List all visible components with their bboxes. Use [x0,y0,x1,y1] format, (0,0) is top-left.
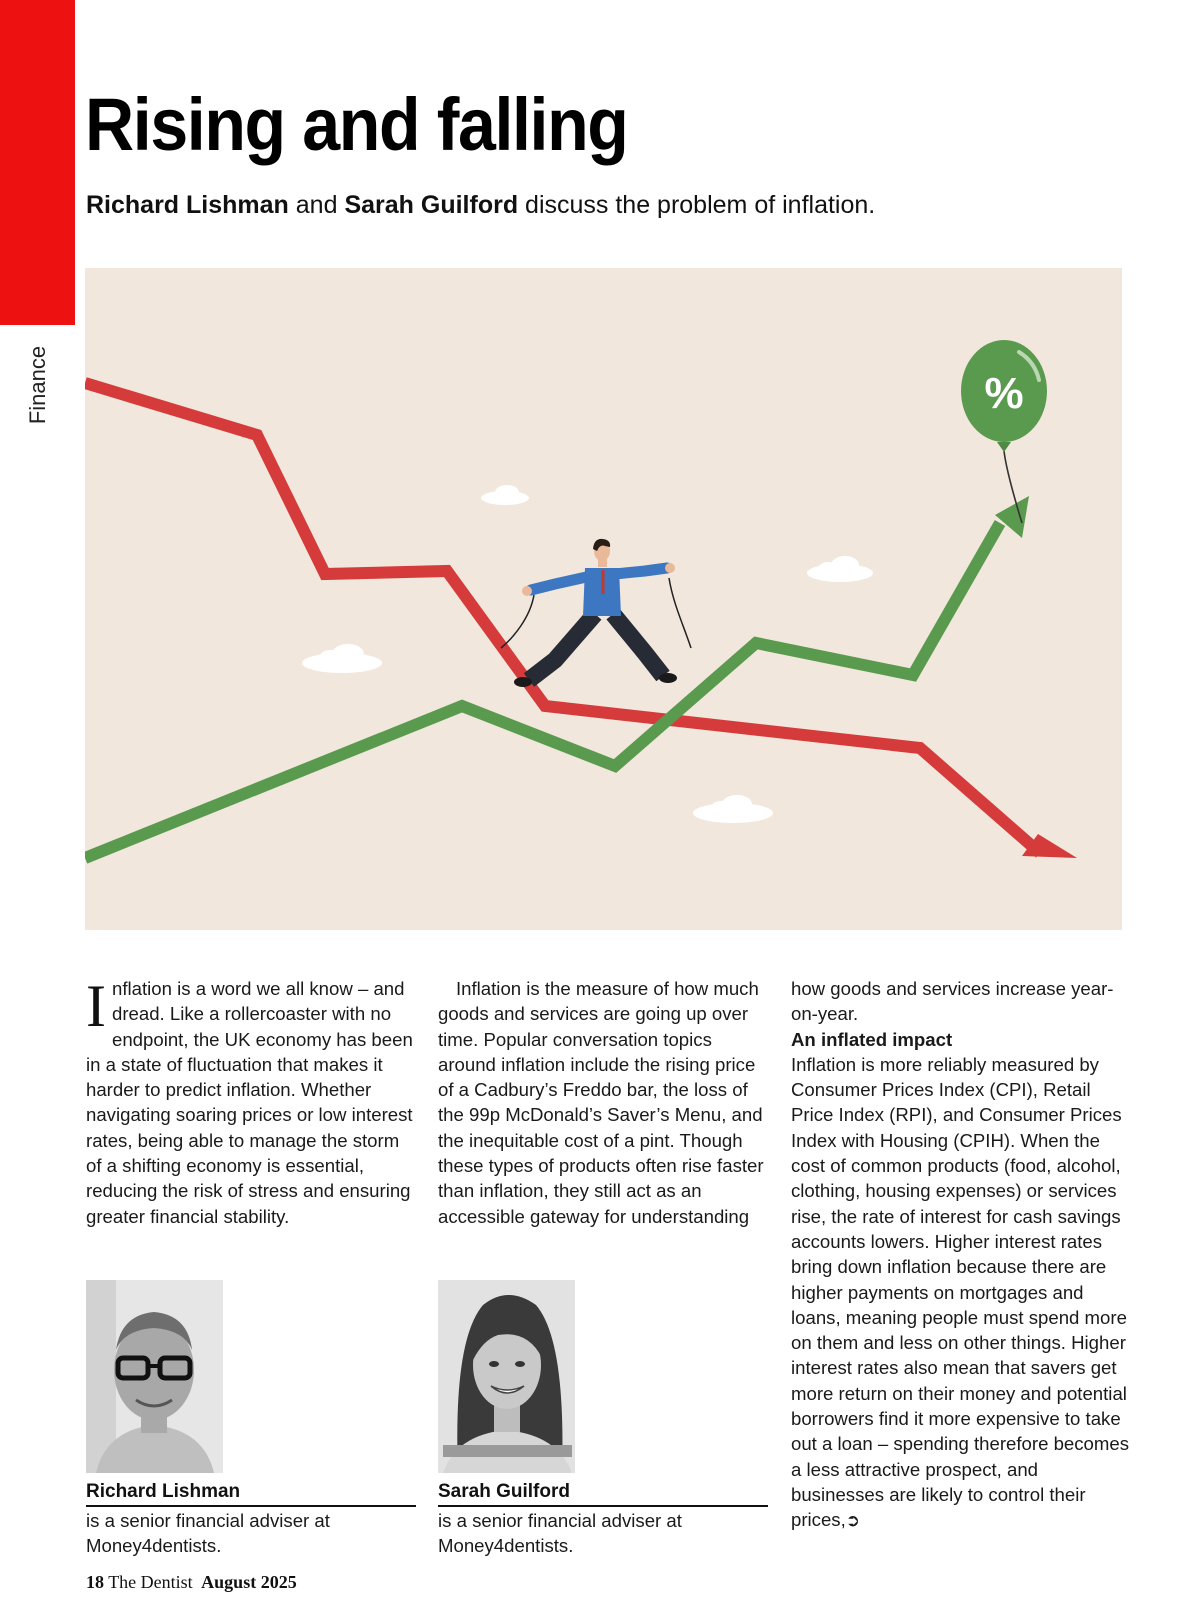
intro-paragraph [86,973,416,1229]
businessman-figure [501,539,691,687]
standfirst [86,191,875,220]
cloud-icon [302,644,382,673]
page-number: 18 [86,1572,104,1592]
section-label: Finance [25,345,50,425]
section-color-bar [0,0,75,325]
author-bio-1 [86,1280,416,1558]
headline: Rising and falling [85,83,628,166]
page-footer [86,1572,297,1593]
falling-trend-line [85,383,1040,853]
publication-name: The Dentist [108,1572,193,1592]
issue-date: August 2025 [201,1572,297,1592]
body-column-2 [438,976,768,1229]
inflation-illustration [85,268,1122,930]
intro-text: nflation is a word we all know – and dread. Like a rollercoaster with no endpoint, the UK economy has been in a state of fluctuation that makes it harder to predict inflation. Whether navigating soaring prices or low interest rates, being able to manage the storm of a shifting economy is essential, reducing the risk of stress and ensuring greater financial stability. [86,978,413,1227]
author-photo [86,1280,223,1473]
dropcap: I [86,973,106,1039]
standfirst-author-1: Richard Lishman [86,191,289,219]
standfirst-and: and [295,191,338,219]
standfirst-rest: discuss the problem of inflation. [525,191,876,219]
author-name: Richard Lishman [86,1481,416,1507]
body-column-3 [791,976,1131,1534]
standfirst-author-2: Sarah Guilford [344,191,519,219]
svg-text:%: % [984,369,1024,418]
subheading: An inflated impact [791,1028,953,1050]
body-paragraph: how goods and services increase year-on-year. [791,978,1114,1025]
body-paragraph: Inflation is the measure of how much goods and services are going up over time. Popular conversation topics around inflation include the rising price of a Cadbury’s Freddo bar, the loss of the 99p McDonald’s Saver’s Menu, and the inequitable cost of a pint. Though these types of products often rise faster than inflation, they still act as an accessible gateway for understanding [438,978,764,1227]
author-bio-2 [438,1280,768,1558]
author-description: is a senior financial adviser at Money4dentists. [438,1510,682,1556]
body-column-1 [86,973,416,1229]
continue-arrow-icon: ➲ [845,1511,861,1531]
author-photo [438,1280,575,1473]
author-description: is a senior financial adviser at Money4dentists. [86,1510,330,1556]
author-name: Sarah Guilford [438,1481,768,1507]
body-paragraph-text: Inflation is more reliably measured by Consumer Prices Index (CPI), Retail Price Index (RPI), and Consumer Prices Index with Housing (CPIH). When the cost of common products (food, alcohol, clothing, housing expenses) or services rise, the rate of interest for cash savings accounts lowers. Higher interest rates bring down inflation because there are higher payments on mortgages and loans, meaning people must spend more on them and less on other things. Higher interest rates also mean that savers get more return on their money and potential borrowers find it more expensive to take out a loan – spending therefore becomes a less attractive prospect, and businesses are likely to control their prices, [791,1053,1130,1531]
cloud-icon [481,485,529,505]
body-paragraph [791,1052,1131,1534]
percent-balloon-icon [961,340,1047,452]
cloud-icon [693,795,773,823]
cloud-icon [807,556,873,582]
